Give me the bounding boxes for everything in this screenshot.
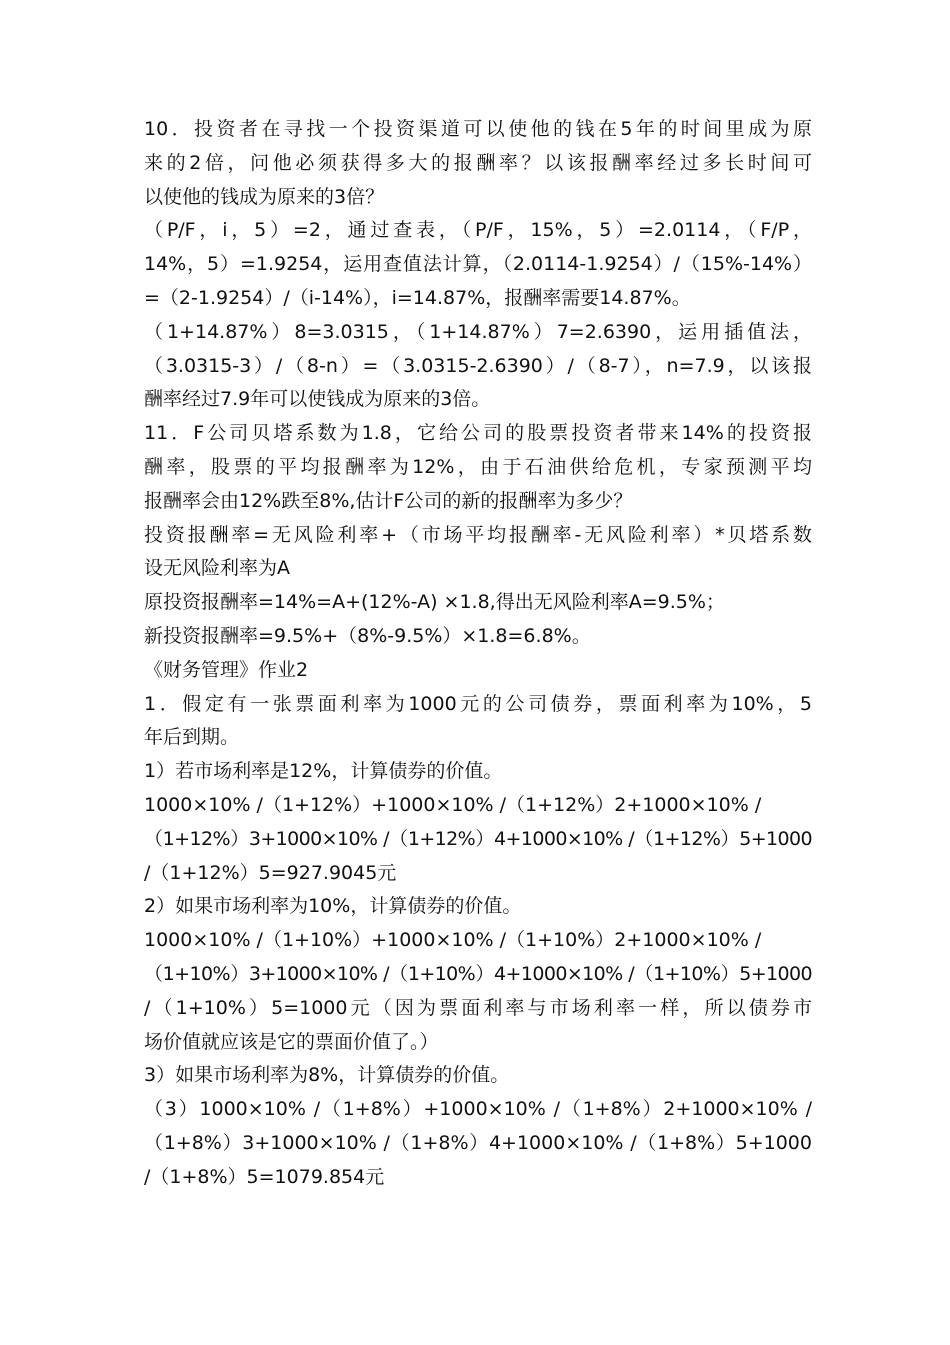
text-line: 报酬率会由12%跌至8%,估计F公司的新的报酬率为多少？ xyxy=(144,489,633,512)
text-line: /（1+12%）5=927.9045元 xyxy=(144,861,397,884)
text-line: 2）如果市场利率为10%，计算债券的价值。 xyxy=(144,895,522,918)
text-line: 1000×10% /（1+10%）+1000×10% /（1+10%）2+1000×10% / xyxy=(144,929,762,952)
text-line: 3）如果市场利率为8%，计算债券的价值。 xyxy=(144,1064,510,1087)
text-line: 来的2倍，问他必须获得多大的报酬率？以该报酬率经过多长时间可 xyxy=(144,151,812,174)
text-line: 1000×10% /（1+12%）+1000×10% /（1+12%）2+1000×10% / xyxy=(144,793,762,816)
text-line: 14%，5）=1.9254，运用查值法计算，（2.0114-1.9254）/（15%-14%） xyxy=(144,253,812,276)
text-line: 设无风险利率为A xyxy=(144,557,290,580)
text-line: 投资报酬率=无风险利率+（市场平均报酬率-无风险利率）*贝塔系数 xyxy=(144,523,812,546)
text-line: （3）1000×10% /（1+8%）+1000×10% /（1+8%）2+1000×10% / xyxy=(144,1098,812,1121)
text-line: 新投资报酬率=9.5%+（8%-9.5%）×1.8=6.8%。 xyxy=(144,624,591,647)
text-line: 酬率经过7.9年可以使钱成为原来的3倍。 xyxy=(144,388,491,411)
text-line: 酬率，股票的平均报酬率为12%，由于石油供给危机，专家预测平均 xyxy=(144,455,812,478)
text-line: （1+8%）3+1000×10% /（1+8%）4+1000×10% /（1+8%）5+1000 xyxy=(144,1131,812,1154)
text-line: /（1+8%）5=1079.854元 xyxy=(144,1165,385,1188)
text-line: /（1+10%）5=1000元（因为票面利率与市场利率一样，所以债券市 xyxy=(144,996,812,1019)
text-line: （3.0315-3）/（8-n）=（3.0315-2.6390）/（8-7），n=7.9，以该报 xyxy=(144,354,812,377)
text-line: （1+10%）3+1000×10% /（1+10%）4+1000×10% /（1+10%）5+1000 xyxy=(144,962,812,985)
text-line: 原投资报酬率=14%=A+(12%-A) ×1.8,得出无风险利率A=9.5%； xyxy=(144,591,725,614)
text-line: 以使他的钱成为原来的3倍？ xyxy=(144,185,385,208)
text-line: （1+12%）3+1000×10% /（1+12%）4+1000×10% /（1+12%）5+1000 xyxy=(144,827,812,850)
text-line: 10．投资者在寻找一个投资渠道可以使他的钱在5年的时间里成为原 xyxy=(144,118,812,140)
text-line: 场价值就应该是它的票面价值了。） xyxy=(144,1030,439,1053)
text-line: （P/F，i，5）=2，通过查表，（P/F，15%，5）=2.0114，（F/P， xyxy=(144,219,812,242)
text-line: （1+14.87%）8=3.0315，（1+14.87%）7=2.6390，运用插值法， xyxy=(144,320,812,343)
document-body xyxy=(144,113,812,1195)
section-heading: 《财务管理》作业2 xyxy=(144,658,309,681)
text-line: 1）若市场利率是12%，计算债券的价值。 xyxy=(144,760,503,783)
text-line: 年后到期。 xyxy=(144,726,240,749)
text-line: 11．F公司贝塔系数为1.8，它给公司的股票投资者带来14%的投资报 xyxy=(144,422,812,445)
text-line: 1．假定有一张票面利率为1000元的公司债券，票面利率为10%，5 xyxy=(144,692,812,715)
text-line: =（2-1.9254）/（i-14%），i=14.87%，报酬率需要14.87%。 xyxy=(144,286,691,309)
